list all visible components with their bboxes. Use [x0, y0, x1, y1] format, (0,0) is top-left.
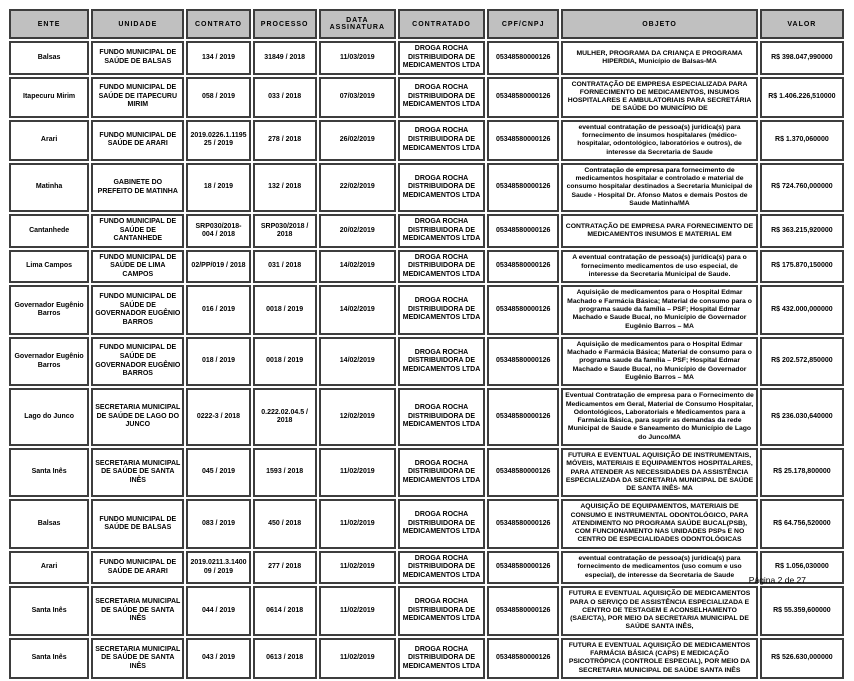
cell-contrato: SRP030/2018-004 / 2018 [186, 214, 250, 248]
cell-ente: Arari [9, 120, 89, 161]
cell-contrato: 083 / 2019 [186, 499, 250, 548]
cell-ente: Governador Eugênio Barros [9, 285, 89, 334]
cell-contrato: 0222-3 / 2018 [186, 388, 250, 446]
table-row [9, 285, 844, 334]
cell-ente: Cantanhede [9, 214, 89, 248]
cell-unidade: SECRETARIA MUNICIPAL DE SAÚDE DE LAGO DO JUNCO [91, 388, 184, 446]
cell-contratado: DROGA ROCHA DISTRIBUIDORA DE MEDICAMENTOS LTDA [398, 499, 485, 548]
cell-unidade: SECRETARIA MUNICIPAL DE SAÚDE DE SANTA INÊS [91, 586, 184, 635]
column-header-unidade: UNIDADE [91, 9, 184, 39]
cell-data_assinatura: 14/02/2019 [319, 285, 396, 334]
cell-objeto: FUTURA E EVENTUAL AQUISIÇÃO DE MEDICAMENTOS PARA O SERVIÇO DE ASSISTÊNCIA ESPECIALIZADA E CENTRO DE TESTAGEM E ACONSELHAMENTO (SAE/CTA), POR MEIO DA SECRETARIA MUNICIPAL DE SAÚDE SANTA INÊS, [561, 586, 757, 635]
cell-contratado: DROGA ROCHA DISTRIBUIDORA DE MEDICAMENTOS LTDA [398, 120, 485, 161]
cell-unidade: FUNDO MUNICIPAL DE SAÚDE DE BALSAS [91, 41, 184, 75]
cell-valor: R$ 1.370,060000 [760, 120, 844, 161]
table-row [9, 586, 844, 635]
table-row [9, 250, 844, 284]
cell-objeto: Aquisição de medicamentos para o Hospital Edmar Machado e Farmácia Básica; Material de consumo para o programa saude da família – PSF; Hospital Edmar Machado e Saude Bucal, no Município de Governador Eugênio Barros – MA [561, 337, 757, 386]
cell-objeto: Contratação de empresa para fornecimento de medicamentos hospitalar e controlado e material de consumo hospitalar destinados a Secretaria Municipal de Saude - Hospital Dr. Afonso Matos e demais Postos de Saude Matinha/MA [561, 163, 757, 212]
cell-processo: 278 / 2018 [253, 120, 317, 161]
column-header-objeto: OBJETO [561, 9, 757, 39]
cell-data_assinatura: 11/03/2019 [319, 41, 396, 75]
cell-cpf_cnpj: 05348580000126 [487, 638, 559, 679]
table-row [9, 163, 844, 212]
cell-ente: Lago do Junco [9, 388, 89, 446]
cell-processo: 0018 / 2019 [253, 285, 317, 334]
cell-contratado: DROGA ROCHA DISTRIBUIDORA DE MEDICAMENTOS LTDA [398, 388, 485, 446]
cell-valor: R$ 724.760,000000 [760, 163, 844, 212]
cell-processo: 450 / 2018 [253, 499, 317, 548]
cell-unidade: FUNDO MUNICIPAL DE SAÚDE DE ARARI [91, 120, 184, 161]
table-row [9, 551, 844, 585]
cell-valor: R$ 363.215,920000 [760, 214, 844, 248]
cell-data_assinatura: 11/02/2019 [319, 638, 396, 679]
cell-contrato: 044 / 2019 [186, 586, 250, 635]
table-row [9, 448, 844, 497]
cell-contratado: DROGA ROCHA DISTRIBUIDORA DE MEDICAMENTOS LTDA [398, 285, 485, 334]
cell-contratado: DROGA ROCHA DISTRIBUIDORA DE MEDICAMENTOS LTDA [398, 77, 485, 118]
cell-valor: R$ 202.572,850000 [760, 337, 844, 386]
cell-contrato: 016 / 2019 [186, 285, 250, 334]
cell-processo: 0.222.02.04.5 / 2018 [253, 388, 317, 446]
cell-cpf_cnpj: 05348580000126 [487, 285, 559, 334]
cell-contrato: 02/PP/019 / 2018 [186, 250, 250, 284]
cell-contrato: 2019.0226.1.1195 25 / 2019 [186, 120, 250, 161]
cell-ente: Santa Inês [9, 586, 89, 635]
cell-unidade: FUNDO MUNICIPAL DE SAÚDE DE GOVERNADOR EUGÊNIO BARROS [91, 337, 184, 386]
cell-processo: 031 / 2018 [253, 250, 317, 284]
cell-cpf_cnpj: 05348580000126 [487, 77, 559, 118]
cell-valor: R$ 432.000,000000 [760, 285, 844, 334]
cell-data_assinatura: 11/02/2019 [319, 448, 396, 497]
cell-cpf_cnpj: 05348580000126 [487, 551, 559, 585]
cell-unidade: FUNDO MUNICIPAL DE SAÚDE DE GOVERNADOR EUGÊNIO BARROS [91, 285, 184, 334]
table-body [9, 41, 844, 679]
cell-contratado: DROGA ROCHA DISTRIBUIDORA DE MEDICAMENTOS LTDA [398, 448, 485, 497]
cell-data_assinatura: 11/02/2019 [319, 586, 396, 635]
table-row [9, 214, 844, 248]
page-number: Página 2 de 27 [748, 575, 806, 585]
table-row [9, 638, 844, 679]
cell-contrato: 043 / 2019 [186, 638, 250, 679]
table-row [9, 120, 844, 161]
column-header-ente: ENTE [9, 9, 89, 39]
cell-valor: R$ 398.047,990000 [760, 41, 844, 75]
cell-objeto: MULHER, PROGRAMA DA CRIANÇA E PROGRAMA HIPERDIA, Município de Balsas-MA [561, 41, 757, 75]
cell-data_assinatura: 12/02/2019 [319, 388, 396, 446]
cell-ente: Balsas [9, 499, 89, 548]
cell-processo: SRP030/2018 / 2018 [253, 214, 317, 248]
cell-valor: R$ 1.056,030000 [760, 551, 844, 585]
cell-contrato: 045 / 2019 [186, 448, 250, 497]
cell-contrato: 2019.0211.3.1400 09 / 2019 [186, 551, 250, 585]
cell-valor: R$ 1.406.226,510000 [760, 77, 844, 118]
cell-data_assinatura: 14/02/2019 [319, 337, 396, 386]
cell-objeto: AQUISIÇÃO DE EQUIPAMENTOS, MATERIAIS DE CONSUMO E INSTRUMENTAL ODONTOLÓGICO, PARA ATENDIMENTO NO PROGRAMA SAÚDE BUCAL(PSB), COM FUNCIONAMENTO NAS UNIDADES PSPs E NO CENTRO DE ESPECIALIDADES ODONTOLÓGICAS [561, 499, 757, 548]
table-header [9, 9, 844, 39]
cell-valor: R$ 175.870,150000 [760, 250, 844, 284]
cell-unidade: FUNDO MUNICIPAL DE SAÚDE DE LIMA CAMPOS [91, 250, 184, 284]
cell-unidade: GABINETE DO PREFEITO DE MATINHA [91, 163, 184, 212]
cell-processo: 31849 / 2018 [253, 41, 317, 75]
cell-valor: R$ 526.630,000000 [760, 638, 844, 679]
cell-objeto: Aquisição de medicamentos para o Hospital Edmar Machado e Farmácia Básica; Material de consumo para o programa saude da família – PSF; Hospital Edmar Machado e Saude Bucal, no Município de Governador Eugênio Barros – MA [561, 285, 757, 334]
cell-valor: R$ 25.178,800000 [760, 448, 844, 497]
cell-cpf_cnpj: 05348580000126 [487, 388, 559, 446]
column-header-processo: PROCESSO [253, 9, 317, 39]
cell-contratado: DROGA ROCHA DISTRIBUIDORA DE MEDICAMENTOS LTDA [398, 551, 485, 585]
cell-data_assinatura: 07/03/2019 [319, 77, 396, 118]
cell-ente: Itapecuru Mirim [9, 77, 89, 118]
cell-ente: Matinha [9, 163, 89, 212]
cell-contratado: DROGA ROCHA DISTRIBUIDORA DE MEDICAMENTOS LTDA [398, 163, 485, 212]
table-row [9, 41, 844, 75]
cell-cpf_cnpj: 05348580000126 [487, 163, 559, 212]
cell-processo: 0613 / 2018 [253, 638, 317, 679]
cell-objeto: FUTURA E EVENTUAL AQUISIÇÃO DE MEDICAMENTOS FARMÁCIA BÁSICA (CAPS) E MEDICAÇÃO PSICOTRÓPICA (CONTROLE ESPECIAL), POR MEIO DA SECRETARIA MUNICIPAL DE SAÚDE SANTA INÊS [561, 638, 757, 679]
cell-processo: 1593 / 2018 [253, 448, 317, 497]
table-row [9, 388, 844, 446]
cell-cpf_cnpj: 05348580000126 [487, 499, 559, 548]
cell-objeto: CONTRATAÇÃO DE EMPRESA PARA FORNECIMENTO DE MEDICAMENTOS INSUMOS E MATERIAL EM [561, 214, 757, 248]
cell-cpf_cnpj: 05348580000126 [487, 250, 559, 284]
cell-contrato: 134 / 2019 [186, 41, 250, 75]
cell-processo: 0018 / 2019 [253, 337, 317, 386]
column-header-data_assinatura: DATA ASSINATURA [319, 9, 396, 39]
header-row [9, 9, 844, 39]
cell-contrato: 018 / 2019 [186, 337, 250, 386]
cell-contratado: DROGA ROCHA DISTRIBUIDORA DE MEDICAMENTOS LTDA [398, 214, 485, 248]
cell-unidade: FUNDO MUNICIPAL DE SAÚDE DE CANTANHEDE [91, 214, 184, 248]
cell-contratado: DROGA ROCHA DISTRIBUIDORA DE MEDICAMENTOS LTDA [398, 337, 485, 386]
cell-data_assinatura: 11/02/2019 [319, 499, 396, 548]
cell-valor: R$ 236.030,640000 [760, 388, 844, 446]
cell-ente: Lima Campos [9, 250, 89, 284]
cell-objeto: eventual contratação de pessoa(s) jurídica(s) para fornecimento de medicamentos (uso comum e uso especial), de interesse da Secretaria de Saude [561, 551, 757, 585]
cell-data_assinatura: 26/02/2019 [319, 120, 396, 161]
cell-contratado: DROGA ROCHA DISTRIBUIDORA DE MEDICAMENTOS LTDA [398, 638, 485, 679]
cell-cpf_cnpj: 05348580000126 [487, 41, 559, 75]
cell-processo: 0614 / 2018 [253, 586, 317, 635]
cell-objeto: A eventual contratação de pessoa(s) jurídica(s) para o fornecimento medicamentos de uso especial, de interesse da Secretaria Municipal de Saude. [561, 250, 757, 284]
table-row [9, 77, 844, 118]
cell-cpf_cnpj: 05348580000126 [487, 337, 559, 386]
cell-unidade: SECRETARIA MUNICIPAL DE SAÚDE DE SANTA INÊS [91, 448, 184, 497]
cell-processo: 277 / 2018 [253, 551, 317, 585]
cell-valor: R$ 55.359,600000 [760, 586, 844, 635]
cell-valor: R$ 64.756,520000 [760, 499, 844, 548]
cell-objeto: CONTRATAÇÃO DE EMPRESA ESPECIALIZADA PARA FORNECIMENTO DE MEDICAMENTOS, INSUMOS HOSPITALARES E AMBULATORIAIS PARA SECRETÁRIA DE SAÚDE DO MUNICÍPIO DE [561, 77, 757, 118]
table-row [9, 499, 844, 548]
cell-cpf_cnpj: 05348580000126 [487, 214, 559, 248]
cell-contratado: DROGA ROCHA DISTRIBUIDORA DE MEDICAMENTOS LTDA [398, 586, 485, 635]
contracts-table [7, 7, 846, 681]
cell-data_assinatura: 14/02/2019 [319, 250, 396, 284]
column-header-contrato: CONTRATO [186, 9, 250, 39]
cell-contrato: 18 / 2019 [186, 163, 250, 212]
cell-ente: Arari [9, 551, 89, 585]
cell-unidade: SECRETARIA MUNICIPAL DE SAÚDE DE SANTA INÊS [91, 638, 184, 679]
cell-cpf_cnpj: 05348580000126 [487, 586, 559, 635]
cell-unidade: FUNDO MUNICIPAL DE SAÚDE DE BALSAS [91, 499, 184, 548]
cell-processo: 033 / 2018 [253, 77, 317, 118]
cell-processo: 132 / 2018 [253, 163, 317, 212]
column-header-cpf_cnpj: CPF/CNPJ [487, 9, 559, 39]
cell-data_assinatura: 22/02/2019 [319, 163, 396, 212]
cell-objeto: Eventual Contratação de empresa para o Fornecimento de Medicamentos em Geral, Material de Consumo Hospitalar, Odontológicos, Laboratoriais e Medicamentos para a Farmácia Básica, para suprir as demandas da rede Municipal de Saude e Saneamento do Município de Lago do Junco/MA [561, 388, 757, 446]
cell-ente: Balsas [9, 41, 89, 75]
cell-ente: Santa Inês [9, 448, 89, 497]
cell-cpf_cnpj: 05348580000126 [487, 120, 559, 161]
column-header-valor: VALOR [760, 9, 844, 39]
cell-contratado: DROGA ROCHA DISTRIBUIDORA DE MEDICAMENTOS LTDA [398, 41, 485, 75]
cell-objeto: FUTURA E EVENTUAL AQUISIÇÃO DE INSTRUMENTAIS, MÓVEIS, MATERIAIS E EQUIPAMENTOS HOSPITALARES, PARA ATENDER AS NECESSIDADES DA ASSISTÊNCIA ESPECIALIZADA DA SECRETARIA MUNICIPAL DE SAÚDE DE SANTA INÊS- MA [561, 448, 757, 497]
cell-contratado: DROGA ROCHA DISTRIBUIDORA DE MEDICAMENTOS LTDA [398, 250, 485, 284]
cell-contrato: 058 / 2019 [186, 77, 250, 118]
cell-data_assinatura: 11/02/2019 [319, 551, 396, 585]
cell-ente: Santa Inês [9, 638, 89, 679]
cell-unidade: FUNDO MUNICIPAL DE SAÚDE DE ITAPECURU MIRIM [91, 77, 184, 118]
cell-unidade: FUNDO MUNICIPAL DE SAÚDE DE ARARI [91, 551, 184, 585]
table-row [9, 337, 844, 386]
cell-objeto: eventual contratação de pessoa(s) jurídica(s) para fornecimento de insumos hospitalares (médico-hospitalar, odontológico, laboratórios e outros), de interesse da Secretaria de Saude [561, 120, 757, 161]
column-header-contratado: CONTRATADO [398, 9, 485, 39]
cell-ente: Governador Eugênio Barros [9, 337, 89, 386]
cell-data_assinatura: 20/02/2019 [319, 214, 396, 248]
cell-cpf_cnpj: 05348580000126 [487, 448, 559, 497]
